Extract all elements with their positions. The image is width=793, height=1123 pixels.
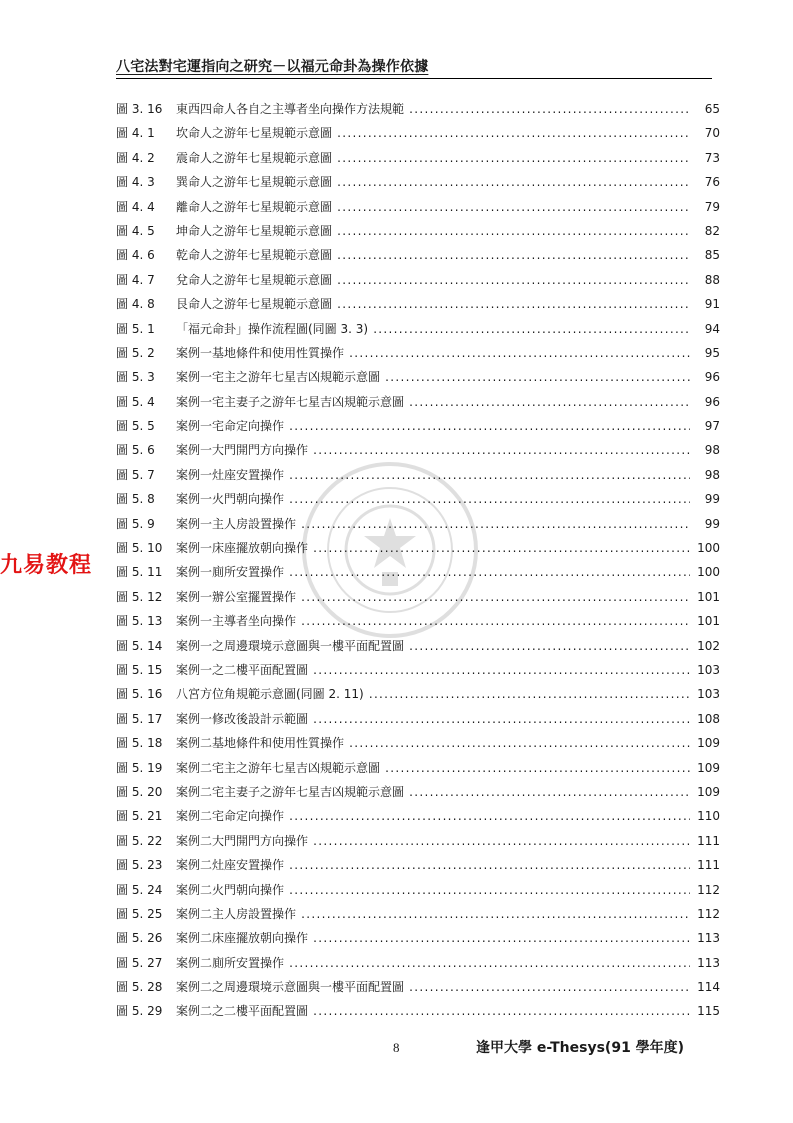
- toc-figure-title: 案例二大門開門方向操作 .....: [176, 829, 690, 853]
- toc-figure-title: 案例一宅主之游年七星吉凶規範示意圖 .....: [176, 365, 690, 389]
- toc-figure-title: 案例二床座擺放朝向操作 .....: [176, 926, 690, 950]
- toc-entry[interactable]: [116, 609, 720, 633]
- toc-entry[interactable]: [116, 634, 720, 658]
- toc-page-number: 109: [697, 760, 720, 775]
- toc-figure-number: 圖 5. 28: [116, 980, 163, 995]
- toc-figure-title: 案例一宅主妻子之游年七星吉凶規範示意圖 .....: [176, 390, 690, 414]
- toc-figure-number: 圖 5. 16: [116, 687, 163, 702]
- toc-entry[interactable]: [116, 780, 720, 804]
- toc-page-number: 82: [704, 223, 720, 238]
- toc-page-number: 100: [697, 565, 720, 580]
- toc-entry[interactable]: [116, 97, 720, 121]
- toc-figure-number: 圖 5. 10: [116, 541, 163, 556]
- toc-page-number: 114: [697, 980, 720, 995]
- toc-entry[interactable]: [116, 341, 720, 365]
- toc-figure-title: 案例二基地條件和使用性質操作 .....: [176, 731, 690, 755]
- toc-entry[interactable]: [116, 121, 720, 145]
- toc-figure-title: 震命人之游年七星規範示意圖 .....: [176, 146, 690, 170]
- toc-figure-number: 圖 4. 5: [116, 223, 155, 238]
- toc-entry[interactable]: [116, 853, 720, 877]
- toc-page-number: 115: [697, 1004, 720, 1019]
- toc-page-number: 98: [704, 467, 720, 482]
- toc-figure-number: 圖 4. 8: [116, 297, 155, 312]
- toc-page-number: 103: [697, 662, 720, 677]
- toc-entry[interactable]: [116, 731, 720, 755]
- toc-page-number: 113: [697, 931, 720, 946]
- toc-entry[interactable]: [116, 756, 720, 780]
- toc-page-number: 101: [697, 614, 720, 629]
- toc-figure-number: 圖 5. 27: [116, 955, 163, 970]
- toc-entry[interactable]: [116, 438, 720, 462]
- toc-figure-number: 圖 5. 6: [116, 443, 155, 458]
- toc-entry[interactable]: [116, 804, 720, 828]
- toc-figure-title: 案例一宅命定向操作 .....: [176, 414, 690, 438]
- toc-figure-number: 圖 5. 8: [116, 492, 155, 507]
- toc-figure-title: 乾命人之游年七星規範示意圖 .....: [176, 243, 690, 267]
- toc-entry[interactable]: [116, 317, 720, 341]
- toc-figure-number: 圖 5. 21: [116, 809, 163, 824]
- toc-figure-number: 圖 5. 1: [116, 321, 155, 336]
- toc-figure-number: 圖 5. 19: [116, 760, 163, 775]
- toc-page-number: 111: [697, 858, 720, 873]
- toc-entry[interactable]: [116, 487, 720, 511]
- toc-figure-title: 案例二灶座安置操作 .....: [176, 853, 690, 877]
- toc-entry[interactable]: [116, 926, 720, 950]
- toc-figure-number: 圖 4. 2: [116, 150, 155, 165]
- toc-figure-number: 圖 5. 24: [116, 882, 163, 897]
- toc-page-number: 109: [697, 784, 720, 799]
- toc-figure-number: 圖 5. 15: [116, 662, 163, 677]
- toc-entry[interactable]: [116, 243, 720, 267]
- toc-page-number: 99: [704, 516, 720, 531]
- toc-entry[interactable]: [116, 585, 720, 609]
- toc-entry[interactable]: [116, 682, 720, 706]
- toc-entry[interactable]: [116, 975, 720, 999]
- toc-figure-number: 圖 5. 11: [116, 565, 163, 580]
- toc-figure-number: 圖 5. 5: [116, 419, 155, 434]
- toc-entry[interactable]: [116, 829, 720, 853]
- toc-figure-number: 圖 4. 6: [116, 248, 155, 263]
- document-header-title: 八宅法對宅運指向之研究－以福元命卦為操作依據: [116, 59, 429, 75]
- toc-figure-title: 坎命人之游年七星規範示意圖 .....: [176, 121, 690, 145]
- toc-figure-number: 圖 5. 18: [116, 736, 163, 751]
- toc-entry[interactable]: [116, 292, 720, 316]
- toc-figure-title: 案例一之周邊環境示意圖與一樓平面配置圖 .....: [176, 634, 690, 658]
- toc-figure-title: 案例一大門開門方向操作 .....: [176, 438, 690, 462]
- toc-page-number: 98: [704, 443, 720, 458]
- toc-figure-number: 圖 5. 3: [116, 370, 155, 385]
- toc-figure-number: 圖 5. 29: [116, 1004, 163, 1019]
- toc-figure-title: 案例二宅命定向操作 .....: [176, 804, 690, 828]
- toc-figure-title: 案例一主人房設置操作 .....: [176, 512, 690, 536]
- toc-entry[interactable]: [116, 390, 720, 414]
- toc-figure-title: 案例一灶座安置操作 .....: [176, 463, 690, 487]
- toc-entry[interactable]: [116, 878, 720, 902]
- toc-figure-number: 圖 5. 23: [116, 858, 163, 873]
- toc-figure-number: 圖 3. 16: [116, 102, 163, 116]
- toc-page-number: 95: [704, 345, 720, 360]
- toc-figure-number: 圖 5. 14: [116, 638, 163, 653]
- toc-entry[interactable]: [116, 536, 720, 560]
- footer-page-number: 8: [393, 1040, 400, 1055]
- toc-entry[interactable]: [116, 902, 720, 926]
- toc-entry[interactable]: [116, 195, 720, 219]
- toc-figure-number: 圖 5. 7: [116, 467, 155, 482]
- toc-page-number: 113: [697, 955, 720, 970]
- toc-entry[interactable]: [116, 999, 720, 1023]
- watermark-label: 九易教程: [0, 553, 93, 578]
- toc-page-number: 79: [704, 199, 720, 214]
- toc-figure-number: 圖 5. 22: [116, 833, 163, 848]
- toc-page-number: 96: [704, 394, 720, 409]
- toc-entry[interactable]: [116, 463, 720, 487]
- toc-figure-number: 圖 4. 1: [116, 126, 155, 141]
- toc-entry[interactable]: [116, 219, 720, 243]
- toc-figure-title: 八宮方位角規範示意圖(同圖 2. 11) .....: [176, 682, 690, 706]
- toc-entry[interactable]: [116, 365, 720, 389]
- toc-entry[interactable]: [116, 414, 720, 438]
- toc-figure-title: 案例一修改後設計示範圖 .....: [176, 707, 690, 731]
- toc-page-number: 110: [697, 809, 720, 824]
- toc-figure-title: 案例二宅主妻子之游年七星吉凶規範示意圖 .....: [176, 780, 690, 804]
- toc-figure-title: 離命人之游年七星規範示意圖 .....: [176, 195, 690, 219]
- header-divider: [116, 78, 712, 79]
- toc-figure-number: 圖 5. 13: [116, 614, 163, 629]
- toc-figure-title: 東西四命人各自之主導者坐向操作方法規範 .....: [176, 97, 690, 121]
- toc-figure-title: 案例二宅主之游年七星吉凶規範示意圖 .....: [176, 756, 690, 780]
- toc-entry[interactable]: [116, 560, 720, 584]
- toc-figure-number: 圖 4. 3: [116, 175, 155, 190]
- toc-entry[interactable]: [116, 146, 720, 170]
- toc-figure-title: 案例一主導者坐向操作 .....: [176, 609, 690, 633]
- toc-entry[interactable]: [116, 658, 720, 682]
- toc-figure-title: 案例二主人房設置操作 .....: [176, 902, 690, 926]
- toc-figure-number: 圖 5. 17: [116, 711, 163, 726]
- toc-figure-number: 圖 5. 26: [116, 931, 163, 946]
- toc-figure-title: 案例二之周邊環境示意圖與一樓平面配置圖 .....: [176, 975, 690, 999]
- toc-page-number: 101: [697, 589, 720, 604]
- toc-figure-number: 圖 5. 12: [116, 589, 163, 604]
- toc-figure-title: 案例一床座擺放朝向操作 .....: [176, 536, 690, 560]
- toc-figure-title: 案例二火門朝向操作 .....: [176, 878, 690, 902]
- toc-figure-title: 案例一基地條件和使用性質操作 .....: [176, 341, 690, 365]
- toc-figure-number: 圖 4. 7: [116, 272, 155, 287]
- toc-figure-title: 巽命人之游年七星規範示意圖 .....: [176, 170, 690, 194]
- toc-figure-number: 圖 5. 20: [116, 784, 163, 799]
- toc-figure-number: 圖 5. 9: [116, 516, 155, 531]
- toc-page-number: 97: [704, 419, 720, 434]
- toc-figure-number: 圖 5. 2: [116, 345, 155, 360]
- toc-page-number: 112: [697, 906, 720, 921]
- toc-page-number: 103: [697, 687, 720, 702]
- toc-page-number: 70: [704, 126, 720, 141]
- toc-figure-title: 「福元命卦」操作流程圖(同圖 3. 3) .....: [176, 317, 690, 341]
- toc-page-number: 76: [704, 175, 720, 190]
- toc-page-number: 94: [704, 321, 720, 336]
- toc-entry[interactable]: [116, 512, 720, 536]
- toc-figure-title: 案例二之二樓平面配置圖 .....: [176, 999, 690, 1023]
- toc-figure-number: 圖 5. 4: [116, 394, 155, 409]
- toc-entry[interactable]: [116, 268, 720, 292]
- toc-figure-title: 案例一火門朝向操作 .....: [176, 487, 690, 511]
- toc-figure-title: 案例二廁所安置操作 .....: [176, 951, 690, 975]
- toc-page-number: 85: [704, 248, 720, 263]
- toc-page-number: 109: [697, 736, 720, 751]
- toc-figure-title: 坤命人之游年七星規範示意圖 .....: [176, 219, 690, 243]
- toc-figure-title: 案例一辦公室擺置操作 .....: [176, 585, 690, 609]
- toc-entry[interactable]: [116, 170, 720, 194]
- toc-figure-title: 案例一廁所安置操作 .....: [176, 560, 690, 584]
- figure-list: [116, 97, 720, 1024]
- toc-page-number: 99: [704, 492, 720, 507]
- toc-page-number: 112: [697, 882, 720, 897]
- toc-figure-title: 艮命人之游年七星規範示意圖 .....: [176, 292, 690, 316]
- toc-figure-title: 兌命人之游年七星規範示意圖 .....: [176, 268, 690, 292]
- toc-page-number: 88: [704, 272, 720, 287]
- toc-page-number: 100: [697, 541, 720, 556]
- toc-page-number: 73: [704, 150, 720, 165]
- toc-page-number: 102: [697, 638, 720, 653]
- toc-entry[interactable]: [116, 951, 720, 975]
- toc-page-number: 111: [697, 833, 720, 848]
- toc-figure-number: 圖 5. 25: [116, 906, 163, 921]
- toc-page-number: 96: [704, 370, 720, 385]
- toc-page-number: 65: [704, 102, 720, 116]
- toc-figure-title: 案例一之二樓平面配置圖 .....: [176, 658, 690, 682]
- toc-figure-number: 圖 4. 4: [116, 199, 155, 214]
- footer-university: 逢甲大學 e-Thesys(91 學年度): [476, 1040, 685, 1056]
- toc-entry[interactable]: [116, 707, 720, 731]
- toc-page-number: 91: [704, 297, 720, 312]
- toc-page-number: 108: [697, 711, 720, 726]
